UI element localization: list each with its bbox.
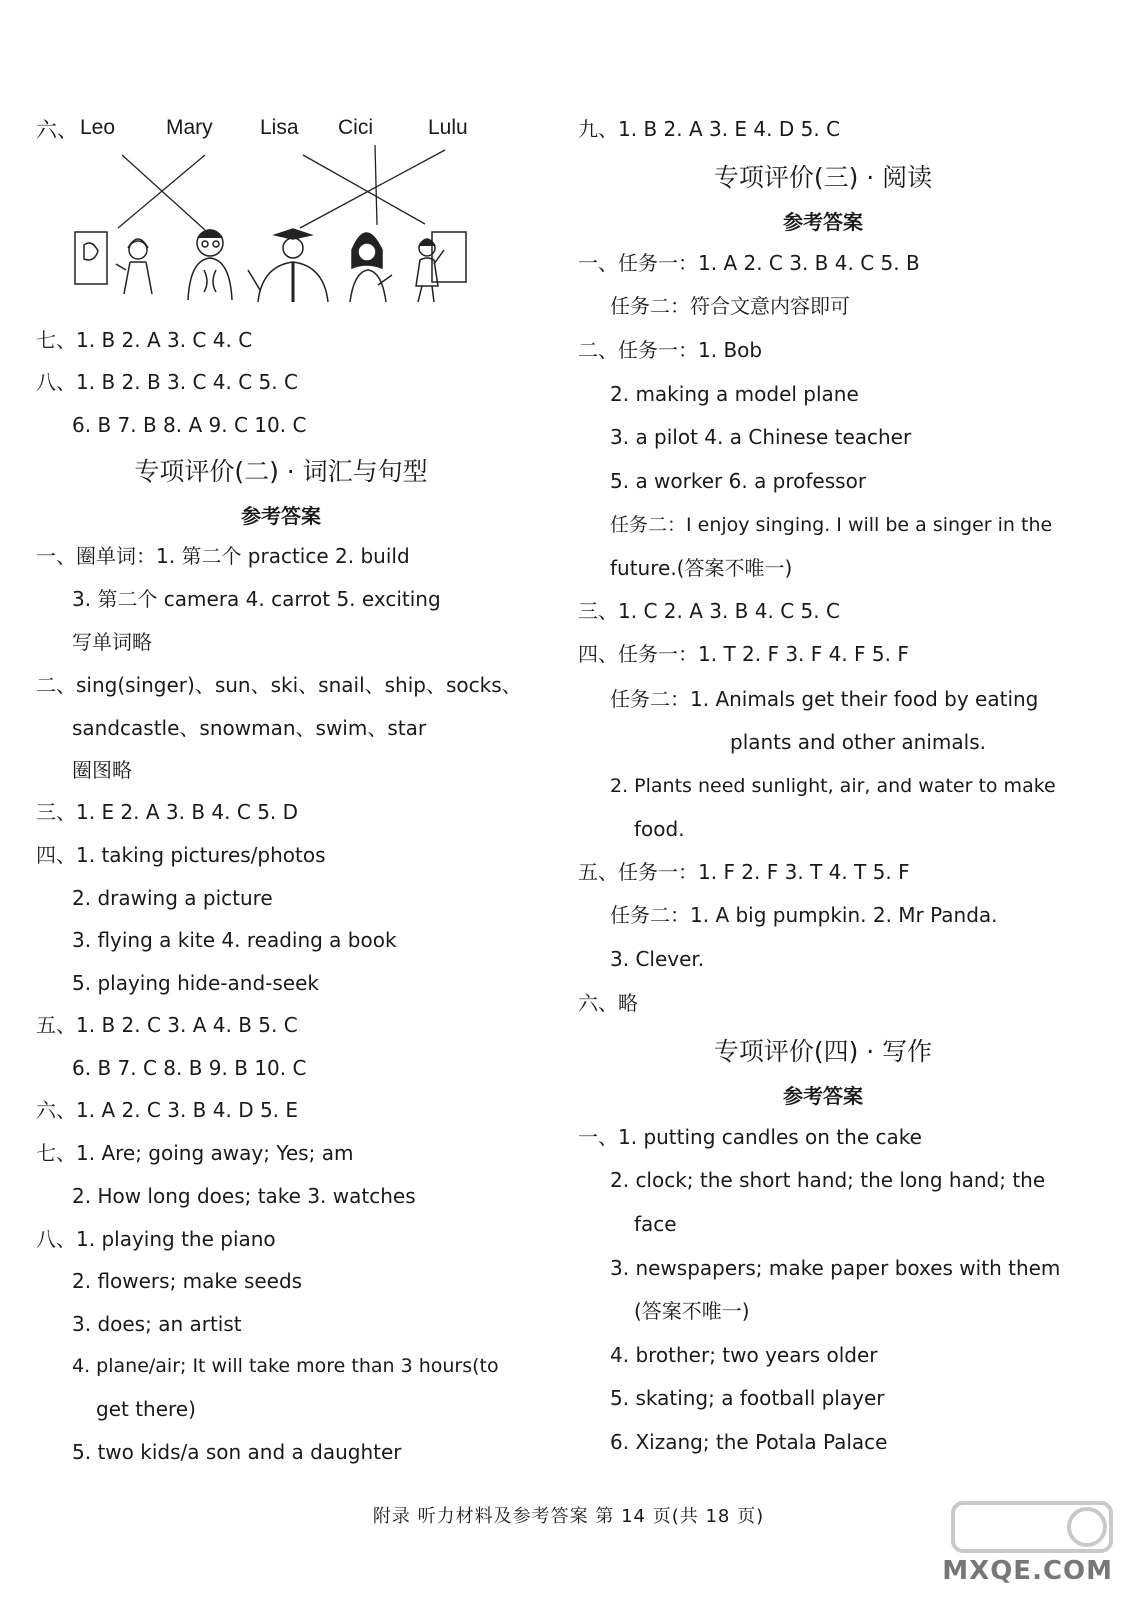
section-6-label: 六、 (36, 118, 78, 142)
answer-line: 5. a worker 6. a professor (610, 469, 867, 493)
answer-line: 三、1. E 2. A 3. B 4. C 5. D (36, 800, 299, 824)
answer-line: 3. a pilot 4. a Chinese teacher (610, 425, 912, 449)
answer-line: 一、任务一：1. A 2. C 3. B 4. C 5. B (578, 251, 920, 275)
answer-line: get there) (96, 1397, 196, 1421)
answer-line: 5. two kids/a son and a daughter (72, 1440, 402, 1464)
answer-line: 二、任务一：1. Bob (578, 338, 763, 362)
answer-line: 六、略 (578, 991, 638, 1015)
answer-line: 七、1. Are; going away; Yes; am (36, 1141, 354, 1165)
answer-line: 二、sing(singer)、sun、ski、snail、ship、socks、 (36, 673, 522, 697)
answer-line: 4. plane/air; It will take more than 3 hours(to (72, 1355, 499, 1377)
answer-title-4: 参考答案 (783, 1084, 863, 1108)
matching-diagram (70, 140, 490, 310)
answer-line: 2. Plants need sunlight, air, and water to make (610, 775, 1056, 797)
answer-line: 任务二：1. A big pumpkin. 2. Mr Panda. (610, 903, 998, 927)
answer-line-9: 九、1. B 2. A 3. E 4. D 5. C (578, 117, 841, 141)
answer-line: 一、1. putting candles on the cake (578, 1125, 922, 1149)
answer-title-2: 参考答案 (241, 504, 321, 528)
answer-line: 5. skating; a football player (610, 1386, 885, 1410)
answer-line: 3. flying a kite 4. reading a book (72, 928, 397, 952)
answer-line: 2. How long does; take 3. watches (72, 1184, 416, 1208)
answer-line: 六、1. A 2. C 3. B 4. D 5. E (36, 1098, 299, 1122)
match-line-cici (375, 145, 377, 225)
answer-line: 2. flowers; make seeds (72, 1269, 303, 1293)
watermark-text: MXQE.COM (942, 1556, 1113, 1586)
picture-man-glasses (188, 230, 232, 300)
answer-line: 四、1. taking pictures/photos (36, 843, 326, 867)
section-title-3: 专项评价(三) · 阅读 (713, 163, 933, 192)
answer-line: plants and other animals. (730, 730, 986, 754)
answer-line: future.(答案不唯一) (610, 556, 793, 580)
answer-line: 3. newspapers; make paper boxes with them (610, 1256, 1061, 1280)
answer-line: 任务二：1. Animals get their food by eating (610, 687, 1039, 711)
answer-line: 一、圈单词：1. 第二个 practice 2. build (36, 544, 410, 568)
answer-line: 写单词略 (72, 630, 152, 654)
name-lulu: Lulu (428, 116, 468, 139)
picture-painter (75, 232, 152, 294)
answer-line: 5. playing hide-and-seek (72, 971, 319, 995)
section-title-2: 专项评价(二) · 词汇与句型 (134, 457, 428, 486)
answer-line: 3. Clever. (610, 947, 705, 971)
answer-line: 3. does; an artist (72, 1312, 242, 1336)
answer-title-3: 参考答案 (783, 210, 863, 234)
answer-line: 四、任务一：1. T 2. F 3. F 4. F 5. F (578, 642, 909, 666)
answer-line: 五、任务一：1. F 2. F 3. T 4. T 5. F (578, 860, 910, 884)
picture-girl-at-board (416, 232, 466, 302)
match-line-mary (118, 155, 205, 228)
answer-line: 2. clock; the short hand; the long hand; the (610, 1168, 1046, 1192)
page-footer: 附录 听力材料及参考答案 第 14 页(共 18 页) (372, 1506, 765, 1527)
picture-girl-long-hair (350, 233, 392, 302)
answer-line: 4. brother; two years older (610, 1343, 878, 1367)
answer-line-8b: 6. B 7. B 8. A 9. C 10. C (72, 413, 307, 437)
answer-line: 圈图略 (72, 758, 132, 782)
answer-line: 6. Xizang; the Potala Palace (610, 1430, 888, 1454)
answer-line: 八、1. playing the piano (36, 1227, 276, 1251)
answer-line: food. (634, 817, 685, 841)
answer-line: sandcastle、snowman、swim、star (72, 716, 427, 740)
answer-line: 五、1. B 2. C 3. A 4. B 5. C (36, 1013, 298, 1037)
name-mary: Mary (166, 116, 213, 139)
answer-line: 2. drawing a picture (72, 886, 273, 910)
answer-line: 3. 第二个 camera 4. carrot 5. exciting (72, 587, 441, 611)
answer-line: face (634, 1212, 677, 1236)
answer-line-7: 七、1. B 2. A 3. C 4. C (36, 328, 253, 352)
answer-line: 三、1. C 2. A 3. B 4. C 5. C (578, 599, 840, 623)
picture-pilot (248, 229, 328, 302)
name-leo: Leo (80, 116, 116, 139)
match-line-lulu (300, 150, 445, 228)
name-cici: Cici (338, 116, 373, 139)
answer-line: 任务二：符合文意内容即可 (610, 294, 850, 318)
answer-line: 任务二：I enjoy singing. I will be a singer in the (610, 514, 1053, 536)
answer-line: 6. B 7. C 8. B 9. B 10. C (72, 1056, 307, 1080)
name-lisa: Lisa (260, 116, 299, 139)
section-title-4: 专项评价(四) · 写作 (713, 1037, 933, 1066)
match-line-lisa (303, 155, 425, 224)
answer-line: 2. making a model plane (610, 382, 859, 406)
answer-line-8a: 八、1. B 2. B 3. C 4. C 5. C (36, 370, 298, 394)
answer-line: (答案不唯一) (634, 1299, 750, 1323)
